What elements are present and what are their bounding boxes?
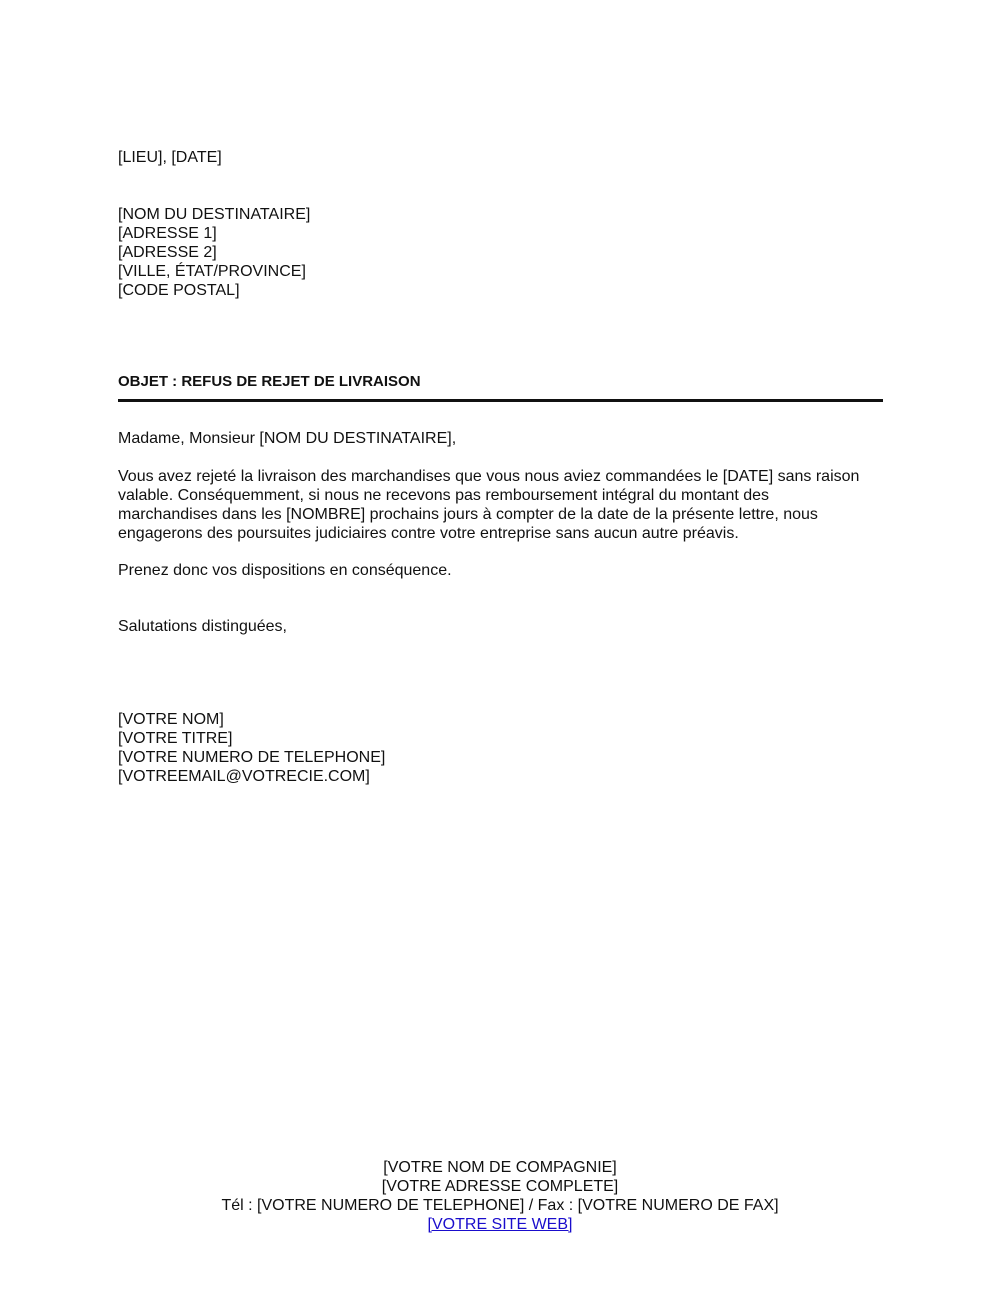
body-line: valable. Conséquemment, si nous ne recevons pas remboursement intégral du montant des <box>118 487 770 504</box>
signature-title: [VOTRE TITRE] <box>118 730 233 747</box>
footer-company: [VOTRE NOM DE COMPAGNIE] <box>383 1159 617 1176</box>
recipient-address-2: [ADRESSE 2] <box>118 244 217 261</box>
signature-email: [VOTREEMAIL@VOTRECIE.COM] <box>118 768 370 785</box>
body-line: marchandises dans les [NOMBRE] prochains jours à compter de la date de la présente lettre, nous <box>118 506 818 523</box>
recipient-address-1: [ADRESSE 1] <box>118 225 217 242</box>
signature-block <box>118 710 385 786</box>
signature-phone: [VOTRE NUMERO DE TELEPHONE] <box>118 749 386 766</box>
footer-website-link[interactable]: [VOTRE SITE WEB] <box>427 1216 573 1233</box>
closing: Salutations distinguées, <box>118 618 287 635</box>
subject-divider <box>118 399 883 402</box>
subject-line: OBJET : REFUS DE REJET DE LIVRAISON <box>118 373 421 390</box>
body-line: Vous avez rejeté la livraison des marchandises que vous nous aviez commandées le [DATE] sans raison <box>118 468 860 485</box>
place-date: [LIEU], [DATE] <box>118 149 222 166</box>
footer-address: [VOTRE ADRESSE COMPLETE] <box>381 1178 619 1195</box>
recipient-postal-code: [CODE POSTAL] <box>118 282 240 299</box>
closing-note: Prenez donc vos dispositions en conséquence. <box>118 562 452 579</box>
salutation: Madame, Monsieur [NOM DU DESTINATAIRE], <box>118 430 457 447</box>
recipient-city-state: [VILLE, ÉTAT/PROVINCE] <box>118 263 306 280</box>
signature-name: [VOTRE NOM] <box>118 711 224 728</box>
footer <box>0 1158 1000 1234</box>
body-line: engagerons des poursuites judiciaires contre votre entreprise sans aucun autre préavis. <box>118 525 739 542</box>
recipient-name: [NOM DU DESTINATAIRE] <box>118 206 311 223</box>
footer-contact: Tél : [VOTRE NUMERO DE TELEPHONE] / Fax : [VOTRE NUMERO DE FAX] <box>221 1197 779 1214</box>
body-paragraph <box>118 467 859 543</box>
recipient-address-block <box>118 205 310 300</box>
